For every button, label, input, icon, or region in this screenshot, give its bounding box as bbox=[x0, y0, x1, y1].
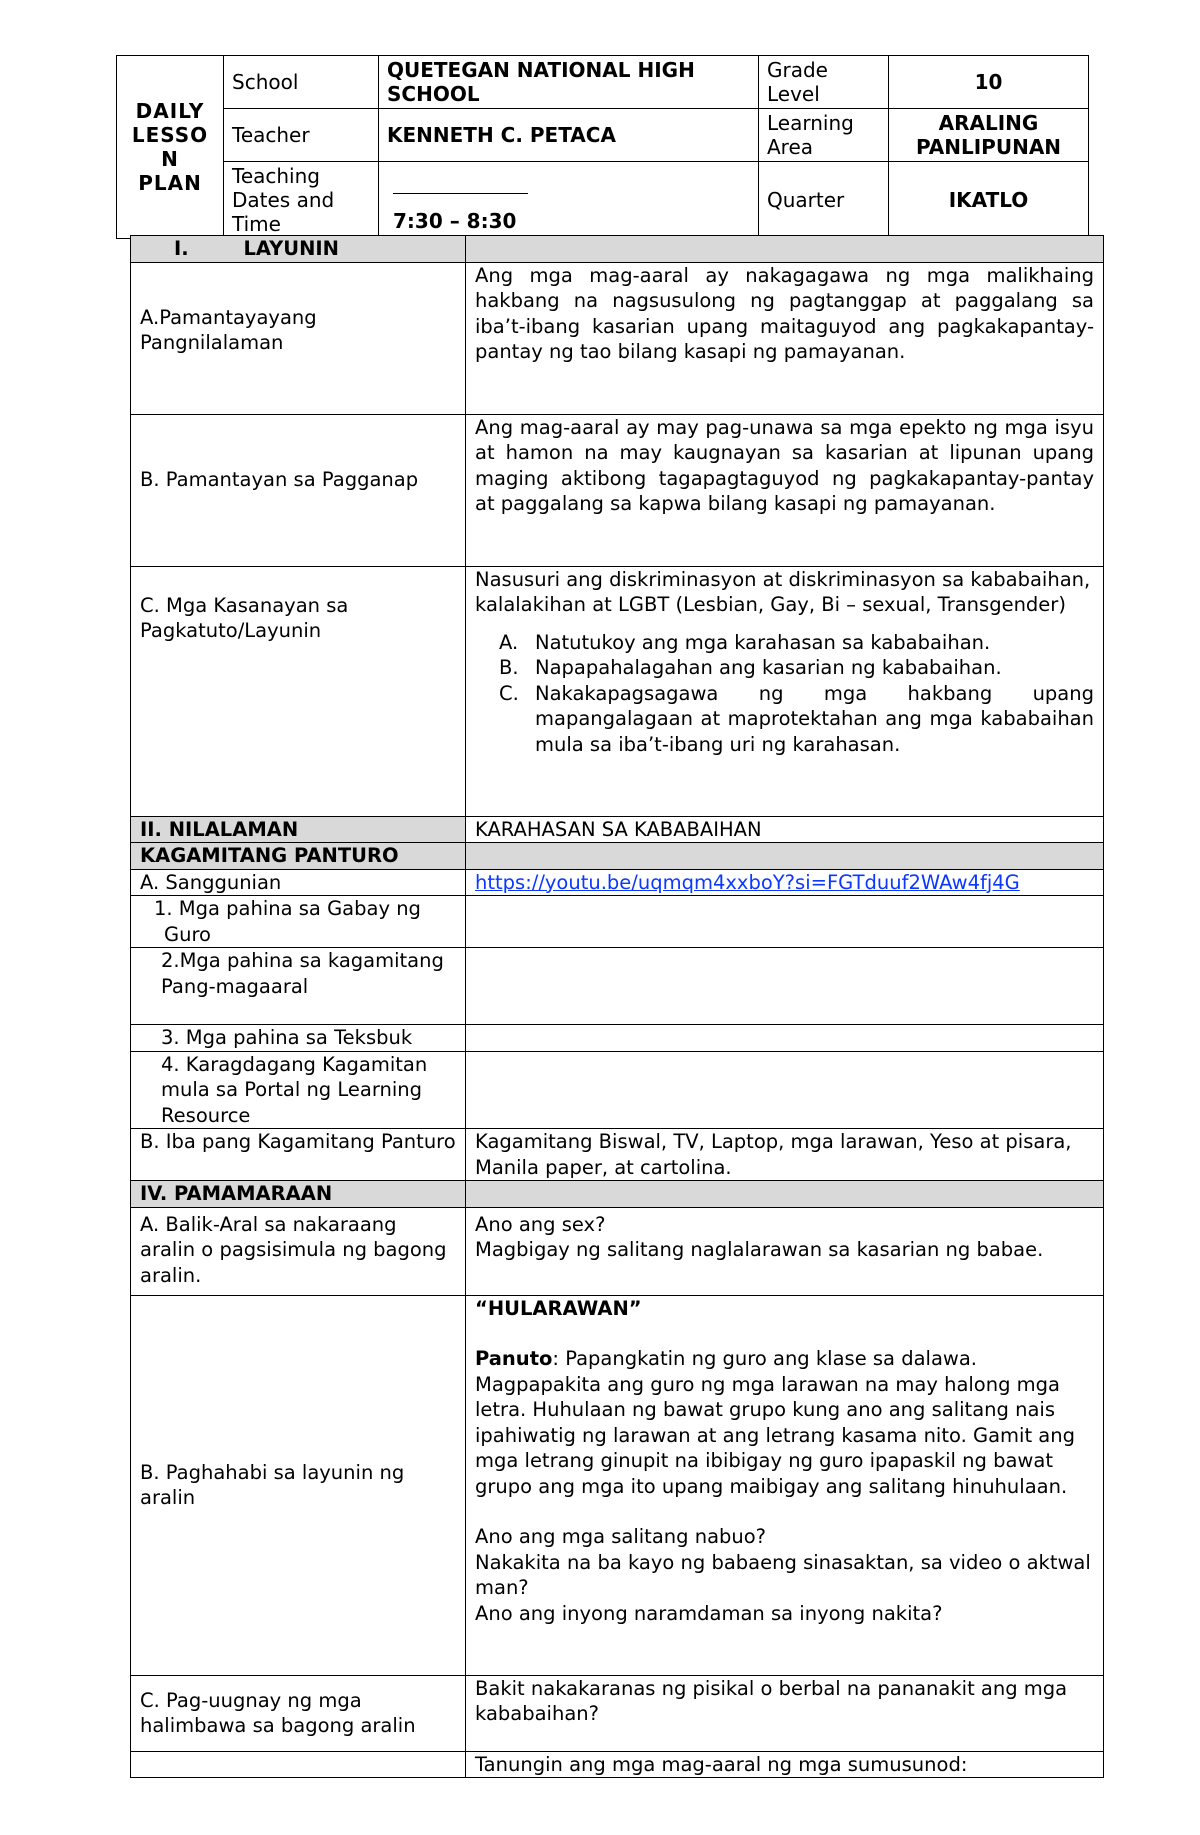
pang-magaaral-label: 2.Mga pahina sa kagamitang Pang-magaaral bbox=[131, 948, 466, 1025]
teksbuk-label: 3. Mga pahina sa Teksbuk bbox=[131, 1025, 466, 1052]
karagdagang-kagamitan-value bbox=[466, 1051, 1104, 1129]
header-table bbox=[116, 55, 1089, 239]
kasanayan-intro: Nasusuri ang diskriminasyon at diskriminasyon sa kababaihan, kalalakihan at LGBT (Lesbian, Gay, Bi – sexual, Transgender) bbox=[475, 567, 1091, 616]
gabay-guro-text: 1. Mga pahina sa Gabay ng Guro bbox=[154, 897, 421, 946]
teaching-dates-label: Teaching Dates and Time bbox=[224, 162, 379, 239]
teksbuk-value bbox=[466, 1025, 1104, 1052]
item-text: Napapahalagahan ang kasarian ng kababaihan. bbox=[535, 656, 1002, 679]
panuto-paragraph bbox=[475, 1346, 1094, 1499]
pamamaraan-heading: IV. PAMAMARAAN bbox=[131, 1181, 466, 1208]
paghahabi-question-3: Ano ang inyong naramdaman sa inyong nakita? bbox=[475, 1601, 943, 1625]
grade-level-label: Grade Level bbox=[759, 56, 889, 109]
gabay-guro-value bbox=[466, 896, 1104, 948]
kasanayan-list bbox=[475, 630, 1094, 758]
quarter-label: Quarter bbox=[759, 162, 889, 239]
sanggunian-link[interactable]: https://youtu.be/uqmqm4xxboY?si=FGTduuf2WAw4fj4G bbox=[475, 870, 1020, 894]
teacher-label: Teacher bbox=[224, 109, 379, 162]
iba-pang-kagamitan-value: Kagamitang Biswal, TV, Laptop, mga larawan, Yeso at pisara, Manila paper, at cartolina. bbox=[466, 1129, 1104, 1181]
pamantayang-pangnilalaman-label: A.Pamantayayang Pangnilalaman bbox=[131, 262, 466, 414]
panuto-label: Panuto bbox=[475, 1347, 553, 1370]
item-text: Nakakapagsagawa ng mga hakbang upang mapangalagaan at maprotektahan ang mga kababaihan mula sa iba’t-ibang uri ng karahasan. bbox=[535, 681, 1094, 756]
pamantayan-pagganap-text: Ang mag-aaral ay may pag-unawa sa mga epekto ng mga isyu at hamon na may kaugnayan sa kasarian at lipunan upang maging aktibong tagapagtaguyod ng pagkakapantay-pantay at paggalang sa kapwa bilang kasapi ng pamayanan. bbox=[466, 414, 1104, 566]
balik-aral-instruction: Magbigay ng salitang naglalarawan sa kasarian ng babae. bbox=[475, 1238, 1044, 1261]
hularawan-title: “HULARAWAN” bbox=[475, 1296, 642, 1320]
paghahabi-cell bbox=[466, 1295, 1104, 1675]
nilalaman-value: KARAHASAN SA KABABAIHAN bbox=[466, 816, 1104, 843]
kasanayan-item bbox=[499, 655, 1094, 681]
balik-aral-question: Ano ang sex? bbox=[475, 1212, 606, 1236]
next-step-label bbox=[131, 1751, 466, 1778]
pang-magaaral-value bbox=[466, 948, 1104, 1025]
karagdagang-kagamitan-label: 4. Karagdagang Kagamitan mula sa Portal ng Learning Resource bbox=[131, 1051, 466, 1129]
teaching-time: 7:30 – 8:30 bbox=[393, 209, 517, 233]
pag-uugnay-text: Bakit nakakaranas ng pisikal o berbal na pananakit ang mga kababaihan? bbox=[466, 1675, 1104, 1751]
kasanayan-item bbox=[499, 681, 1094, 758]
layunin-heading bbox=[131, 236, 466, 263]
item-marker: C. bbox=[499, 681, 519, 705]
layunin-heading-blank bbox=[466, 236, 1104, 263]
dll-title-text: DAILY LESSO N PLAN bbox=[131, 99, 209, 195]
school-value: QUETEGAN NATIONAL HIGH SCHOOL bbox=[379, 56, 759, 109]
iba-pang-kagamitan-label: B. Iba pang Kagamitang Panturo bbox=[131, 1129, 466, 1181]
gabay-guro-label bbox=[131, 896, 466, 948]
date-blank-line bbox=[393, 193, 528, 194]
sanggunian-label: A. Sanggunian bbox=[131, 869, 466, 896]
learning-area-value: ARALING PANLIPUNAN bbox=[889, 109, 1089, 162]
item-marker: A. bbox=[499, 630, 519, 654]
paghahabi-question-2: Nakakita na ba kayo ng babaeng sinasaktan, sa video o aktwal man? bbox=[475, 1550, 1091, 1599]
next-step-text: Tanungin ang mga mag-aaral ng mga sumusunod: bbox=[466, 1751, 1104, 1778]
pag-uugnay-label: C. Pag-uugnay ng mga halimbawa sa bagong aralin bbox=[131, 1675, 466, 1751]
grade-level-value: 10 bbox=[889, 56, 1089, 109]
kasanayan-label: C. Mga Kasanayan sa Pagkatuto/Layunin bbox=[131, 566, 466, 816]
nilalaman-heading: II. NILALAMAN bbox=[131, 816, 466, 843]
pamantayan-pagganap-label: B. Pamantayan sa Pagganap bbox=[131, 414, 466, 566]
daily-lesson-plan-title bbox=[117, 56, 224, 239]
sanggunian-link-cell bbox=[466, 869, 1104, 896]
learning-area-label: Learning Area bbox=[759, 109, 889, 162]
paghahabi-label: B. Paghahabi sa layunin ng aralin bbox=[131, 1295, 466, 1675]
panuto-text: : Papangkatin ng guro ang klase sa dalawa. Magpapakita ang guro ng mga larawan na may halong mga letra. Huhulaan ng bawat grupo kung ano ang salitang nais ipahiwatig ng larawan at ang letrang kasama nito. Gamit ang mga letrang ginupit na ibibigay ng guro ipapaskil ng bawat grupo ang mga ito upang maibigay ang salitang hinuhulaan. bbox=[475, 1347, 1075, 1498]
pamamaraan-heading-blank bbox=[466, 1181, 1104, 1208]
balik-aral-cell bbox=[466, 1207, 1104, 1295]
layunin-heading-text: LAYUNIN bbox=[243, 237, 339, 260]
teacher-value: KENNETH C. PETACA bbox=[379, 109, 759, 162]
kagamitan-heading-blank bbox=[466, 843, 1104, 870]
pamantayang-pangnilalaman-text: Ang mga mag-aaral ay nakagagawa ng mga malikhaing hakbang na nagsusulong ng pagtanggap at paggalang sa iba’t-ibang kasarian upang maitaguyod ang pagkakapantay-pantay ng tao bilang kasapi ng pamayanan. bbox=[466, 262, 1104, 414]
teaching-dates-value bbox=[379, 162, 759, 239]
quarter-value: IKATLO bbox=[889, 162, 1089, 239]
item-text: Natutukoy ang mga karahasan sa kababaihan. bbox=[535, 630, 991, 654]
school-label: School bbox=[224, 56, 379, 109]
paghahabi-question-1: Ano ang mga salitang nabuo? bbox=[475, 1525, 767, 1548]
kagamitan-heading: KAGAMITANG PANTURO bbox=[131, 843, 466, 870]
kasanayan-item bbox=[499, 630, 1094, 656]
layunin-heading-num: I. bbox=[174, 237, 189, 260]
lesson-plan-table bbox=[130, 235, 1104, 1778]
item-marker: B. bbox=[499, 656, 519, 679]
kasanayan-cell bbox=[466, 566, 1104, 816]
balik-aral-label: A. Balik-Aral sa nakaraang aralin o pagsisimula ng bagong aralin. bbox=[131, 1207, 466, 1295]
